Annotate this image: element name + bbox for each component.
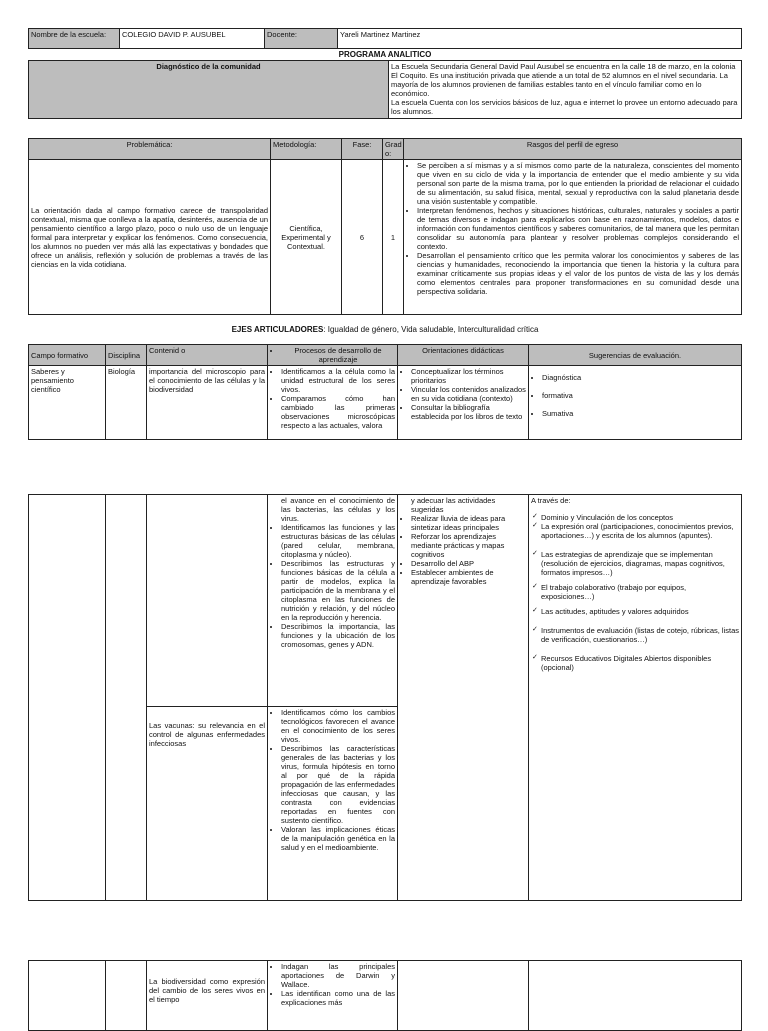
sugerencia-check-item: ✓ La expresión oral (participaciones, conocimientos previos, aportaciones…) y escrita de los alumnos (apuntes). xyxy=(541,522,739,540)
contenido-2: Las vacunas: su relevancia en el control de algunas enfermedades infecciosas xyxy=(147,707,268,901)
problematica-header: Problemática: xyxy=(29,139,271,160)
fase-value: 6 xyxy=(342,160,383,315)
header-table xyxy=(28,28,742,49)
proceso-item: • Identificamos cómo los cambios tecnológicos favorecen el avance en el conocimiento de los seres vivos. xyxy=(281,708,395,744)
program-title: PROGRAMA ANALITICO xyxy=(338,50,432,59)
diagnostic-paragraph-1: La Escuela Secundaria General David Paul Ausubel se encuentra en la calle 18 de marzo, en la colonia El Coquito. Es una institución privada que atiende a un total de 52 alumnos en el nivel secundaria. La mayoría de los alumnos provienen de familias estables tanto en el vínculo familiar como en lo económico. xyxy=(391,62,736,98)
campo-empty xyxy=(29,961,106,1031)
sugerencia-item: • Diagnóstica xyxy=(542,373,739,382)
teacher-value: Yareli Martinez Martinez xyxy=(338,29,742,49)
disciplina-header: Disciplina xyxy=(106,345,147,366)
proceso-item: • Comparamos cómo han cambiado las primeras observaciones microscópicas respecto a las actuales, valora xyxy=(281,394,395,430)
orientacion-item: • Conceptualizar los términos prioritarios xyxy=(411,367,526,385)
grado-header: Grad o: xyxy=(383,139,404,160)
disciplina-value: Biología xyxy=(106,366,147,440)
procesos-cont-text: el avance en el conocimiento de las bacterias, las células y los virus. xyxy=(281,496,395,523)
orientaciones-1-cell xyxy=(398,366,529,440)
proceso-item: • Describimos las características generales de las bacterias y los virus, formula hipótesis en torno al por qué de la rápida propagación de las enfermedades infecciosas que causan, y las contrasta con evidencias reportadas en fuentes con sustento científico. xyxy=(281,744,395,825)
rasgo-item: • Desarrollan el pensamiento crítico que les permita valorar los conocimientos y saberes de las ciencias y humanidades, reconociendo la importancia que tienen la historia y la cultura para examinar críticamente sus propias ideas y el valor de los puntos de vista de las y los demás como elementos centrales para proponer transformaciones en su comunidad desde una perspectiva solidaria. xyxy=(417,251,739,296)
main-table xyxy=(28,344,742,440)
rasgos-header: Rasgos del perfil de egreso xyxy=(404,139,742,160)
contenido-header: Contenid o xyxy=(147,345,268,366)
rasgos-list-cell xyxy=(404,160,742,315)
sugerencias-1-cell xyxy=(529,366,742,440)
rasgo-item: • Interpretan fenómenos, hechos y situaciones históricas, culturales, naturales y sociales a partir de temas diversos e indagan para explicarlos con base en razonamientos, modelos, datos e información con fundamentos científicos y saberes comunitarios, de tal manera que les permitan consolidar su autonomía para plantear y resolver problemas complejos considerando el contexto. xyxy=(417,206,739,251)
fase-header: Fase: xyxy=(342,139,383,160)
orientacion-item: • Vincular los contenidos analizados en su vida cotidiana (contexto) xyxy=(411,385,526,403)
campo-empty xyxy=(29,495,106,901)
diagnostic-text xyxy=(389,61,742,119)
proceso-item: • Las identifican como una de las explicaciones más xyxy=(281,989,395,1007)
sugerencias-cont-cell xyxy=(529,495,742,901)
campo-header: Campo formativo xyxy=(29,345,106,366)
sugerencia-check-item: ✓ Recursos Educativos Digitales Abiertos disponibles (opcional) xyxy=(541,654,739,672)
diagnostic-label: Diagnóstico de la comunidad xyxy=(29,61,389,119)
proceso-item: • Valoran las implicaciones éticas de la manipulación genética en la salud y en el medioambiente. xyxy=(281,825,395,852)
ejes-label: EJES ARTICULADORES xyxy=(231,325,324,334)
problematica-text: La orientación dada al campo formativo carece de transpolaridad contextual, misma que conlleva a la apatía, desinterés, ausencia de un pensamiento científico a largo plazo, poco o nulo uso de un lenguaje formal para interpretar y explicar los fenómenos. Como consecuencia, los alumnos no pueden ver más allá las expectativas y bondades que ofrece un análisis, reflexión y solución de problemas a través de las ciencias en la vida cotidiana. xyxy=(29,160,271,315)
procesos-3-cell xyxy=(268,961,398,1031)
procesos-header: • Procesos de desarrollo de aprendizaje xyxy=(281,346,395,364)
proceso-item: • Indagan las principales aportaciones de Darwin y Wallace. xyxy=(281,962,395,989)
disciplina-empty xyxy=(106,495,147,901)
rasgo-item: • Se perciben a sí mismas y a sí mismos como parte de la naturaleza, conscientes del momento que viven en su ciclo de vida y la importancia de entender que el medio ambiente y su vida personal son parte de la misma trama, por lo que entienden la prioridad de relacionar el cuidado de su alimentación, su salud física, mental, sexual y reproductiva con la salud planetaria desde una visión sustentable y compatible. xyxy=(417,161,739,206)
procesos-2-cell xyxy=(268,707,398,901)
procesos-cont-cell xyxy=(268,495,398,707)
orient-cont-cell xyxy=(398,495,529,901)
orientaciones-header: Orientaciones didácticas xyxy=(398,345,529,366)
orientacion-item: • Establecer ambientes de aprendizaje favorables xyxy=(411,568,526,586)
sugerencias-intro: A través de: xyxy=(531,496,571,505)
rasgos-list xyxy=(406,161,739,296)
orientacion-item: • Desarrollo del ABP xyxy=(411,559,526,568)
sugerencia-check-item: ✓ El trabajo colaborativo (trabajo por equipos, exposiciones…) xyxy=(541,583,739,601)
sugerencia-check-item: ✓ Instrumentos de evaluación (listas de cotejo, rúbricas, listas de verificación, cuestionarios…) xyxy=(541,626,739,644)
campo-value: Saberes y pensamiento científico xyxy=(29,366,106,440)
ejes-articuladores xyxy=(28,325,742,335)
orient-cont-text: y adecuar las actividades sugeridas xyxy=(411,496,496,514)
disciplina-empty xyxy=(106,961,147,1031)
main-table-page3 xyxy=(28,960,742,1031)
grado-value: 1 xyxy=(383,160,404,315)
sugerencia-check-item: ✓ Dominio y Vinculación de los conceptos xyxy=(541,513,739,522)
ejes-text: : Igualdad de género, Vida saludable, Interculturalidad crítica xyxy=(323,325,539,334)
procesos-1-cell xyxy=(268,366,398,440)
orientacion-item: • Realizar lluvia de ideas para sintetizar ideas principales xyxy=(411,514,526,532)
proceso-item: • Describimos las estructuras y funciones básicas de la célula a partir de modelos, explica la participación de la membrana y el citoplasma en las funciones de nutrición y relación, y del núcleo en la reproducción y herencia. xyxy=(281,559,395,622)
sugerencia-check-item: ✓ Las actitudes, aptitudes y valores adquiridos xyxy=(541,607,739,616)
diagnostic-paragraph-2: La escuela Cuenta con los servicios básicos de luz, agua e internet lo provee un entorno adecuado para los alumnos. xyxy=(391,98,738,116)
sugerencias-3-empty xyxy=(529,961,742,1031)
metodologia-text: Científica, Experimental y Contextual. xyxy=(271,160,342,315)
orientaciones-3-empty xyxy=(398,961,529,1031)
contenido-empty xyxy=(147,495,268,707)
sugerencia-item: • formativa xyxy=(542,391,739,400)
sugerencias-header: Sugerencias de evaluación. xyxy=(529,345,742,366)
orientacion-item: • Consultar la bibliografía establecida por los libros de texto xyxy=(411,403,526,421)
sugerencia-item: • Sumativa xyxy=(542,409,739,418)
diagnostic-table xyxy=(28,60,742,119)
sugerencia-check-item: ✓ Las estrategias de aprendizaje que se implementan (resolución de ejercicios, diagramas, mapas cognitivos, formatos impresos…) xyxy=(541,550,739,577)
contenido-1: importancia del microscopio para el conocimiento de las células y la biodiversidad xyxy=(147,366,268,440)
metodologia-header: Metodología: xyxy=(271,139,342,160)
proceso-item: • Identificamos a la célula como la unidad estructural de los seres vivos. xyxy=(281,367,395,394)
school-value: COLEGIO DAVID P. AUSUBEL xyxy=(120,29,265,49)
procesos-header-cell xyxy=(268,345,398,366)
problem-table xyxy=(28,138,742,315)
teacher-label: Docente: xyxy=(265,29,338,49)
proceso-item: • Describimos la importancia, las funciones y la ubicación de los cromosomas, genes y ADN. xyxy=(281,622,395,649)
orientacion-item: • Reforzar los aprendizajes mediante prácticas y mapas cognitivos xyxy=(411,532,526,559)
main-table-page2 xyxy=(28,494,742,901)
contenido-3: La biodiversidad como expresión del cambio de los seres vivos en el tiempo xyxy=(147,961,268,1031)
school-label: Nombre de la escuela: xyxy=(29,29,120,49)
proceso-item: • Identificamos las funciones y las estructuras básicas de las células (pared celular, membrana, citoplasma y núcleo). xyxy=(281,523,395,559)
